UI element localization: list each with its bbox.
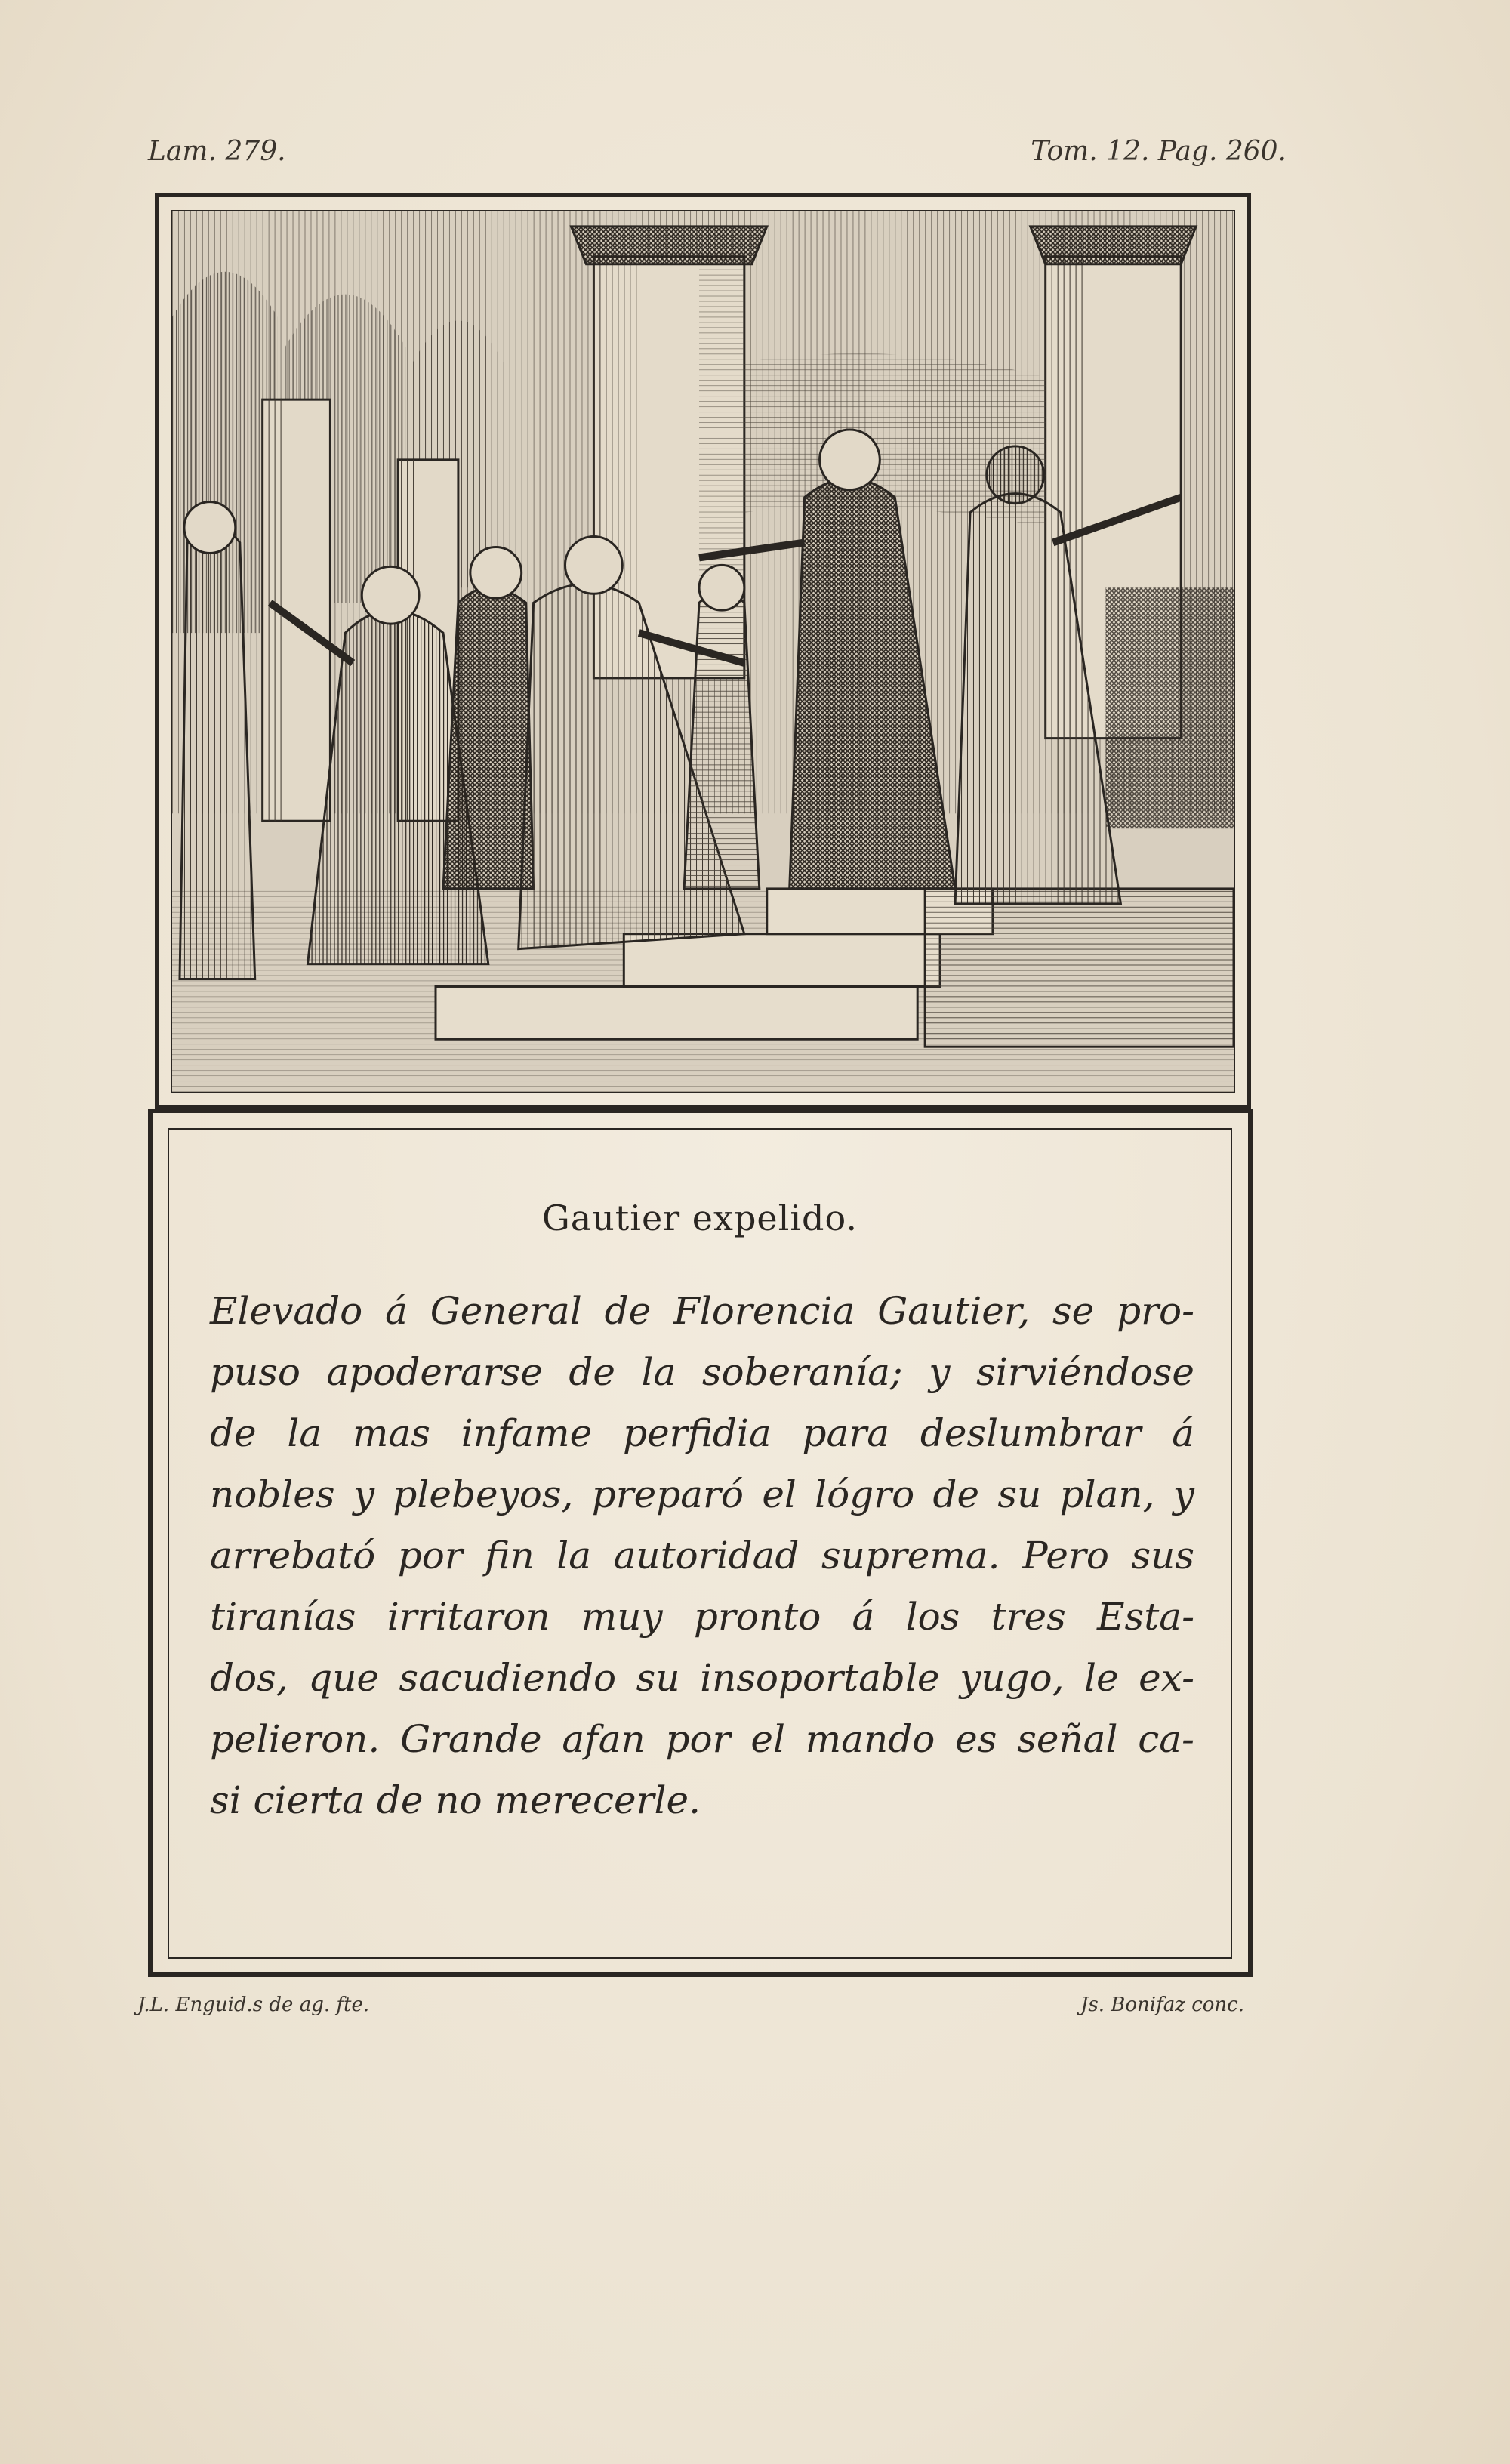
caption-line: arrebató por fin la autoridad suprema. Pero sus	[210, 1534, 1194, 1577]
caption-line: si cierta de no merecerle.	[210, 1778, 701, 1822]
plate-number: Lam. 279.	[148, 136, 286, 167]
caption-body	[210, 1281, 1194, 1831]
engraver-credit: J.L. Enguid.s de ag. fte.	[137, 1994, 370, 2016]
caption-line: pelieron. Grande afan por el mando es señal ca-	[210, 1717, 1194, 1761]
caption-title: Gautier expelido.	[541, 1198, 858, 1238]
engraving-illustration-icon	[172, 211, 1234, 1092]
caption-line: nobles y plebeyos, preparó el lógro de su plan, y	[210, 1473, 1194, 1516]
caption-line: Elevado á General de Florencia Gautier, se pro-	[210, 1289, 1194, 1333]
caption-box	[168, 1128, 1232, 1959]
caption-line: de la mas infame perfidia para deslumbrar á	[210, 1411, 1194, 1455]
caption-line: puso apoderarse de la soberanía; y sirviéndose	[210, 1350, 1194, 1394]
designer-credit: Js. Bonifaz conc.	[1080, 1994, 1244, 2016]
volume-page: Tom. 12. Pag. 260.	[1031, 136, 1287, 167]
engraving-illustration	[171, 210, 1235, 1093]
caption-line: tiranías irritaron muy pronto á los tres Esta-	[210, 1595, 1194, 1639]
caption-line: dos, que sacudiendo su insoportable yugo, le ex-	[210, 1656, 1194, 1700]
